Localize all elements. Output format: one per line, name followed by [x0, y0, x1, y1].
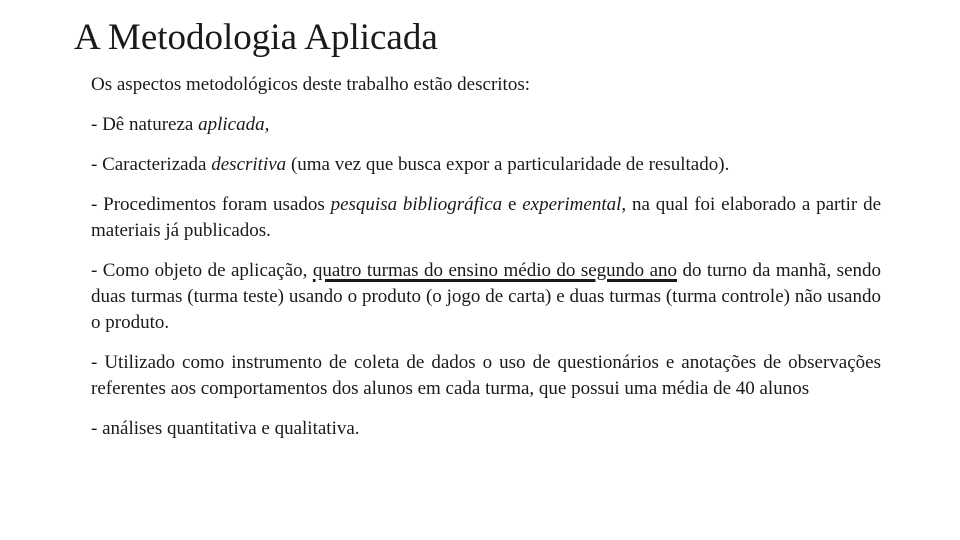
bullet-caracterizada-suffix: (uma vez que busca expor a particularidade de resultado).: [286, 154, 730, 175]
bullet-objeto-suffix: do turno da manhã, sendo duas turmas (turma teste) usando o produto (o jogo de carta) e duas turmas (turma controle) não usando o produto.: [91, 260, 881, 333]
bullet-objeto-aplicacao: [91, 258, 881, 336]
bullet-procedimentos-italic-1: pesquisa bibliográfica: [330, 194, 503, 215]
bullet-natureza-prefix: - Dê natureza: [91, 114, 199, 135]
bullet-objeto-prefix: - Como objeto de aplicação,: [91, 260, 313, 281]
bullet-procedimentos-middle: e: [502, 194, 523, 215]
bullet-objeto-underlined: quatro turmas do ensino médio do segundo ano: [312, 260, 678, 281]
slide-title: A Metodologia Aplicada: [74, 17, 438, 58]
bullet-procedimentos: [91, 192, 881, 244]
bullet-natureza: [91, 112, 881, 138]
bullet-instrumento-coleta: - Utilizado como instrumento de coleta de dados o uso de questionários e anotações de observações referentes aos comportamentos dos alunos em cada turma, que possui uma média de 40 alunos: [91, 352, 881, 399]
bullet-caracterizada-prefix: - Caracterizada: [91, 154, 212, 175]
bullet-procedimentos-suffix: , na qual foi elaborado a partir de materiais já publicados.: [91, 194, 881, 241]
bullet-natureza-italic: aplicada,: [198, 114, 270, 135]
intro-text: Os aspectos metodológicos deste trabalho estão descritos:: [91, 74, 531, 95]
slide-body: [91, 72, 881, 456]
bullet-caracterizada-italic: descritiva: [211, 154, 287, 175]
bullet-analises: - análises quantitativa e qualitativa.: [91, 418, 360, 439]
bullet-procedimentos-prefix: - Procedimentos foram usados: [91, 194, 331, 215]
bullet-caracterizada: [91, 152, 881, 178]
bullet-procedimentos-italic-2: experimental: [522, 194, 622, 215]
